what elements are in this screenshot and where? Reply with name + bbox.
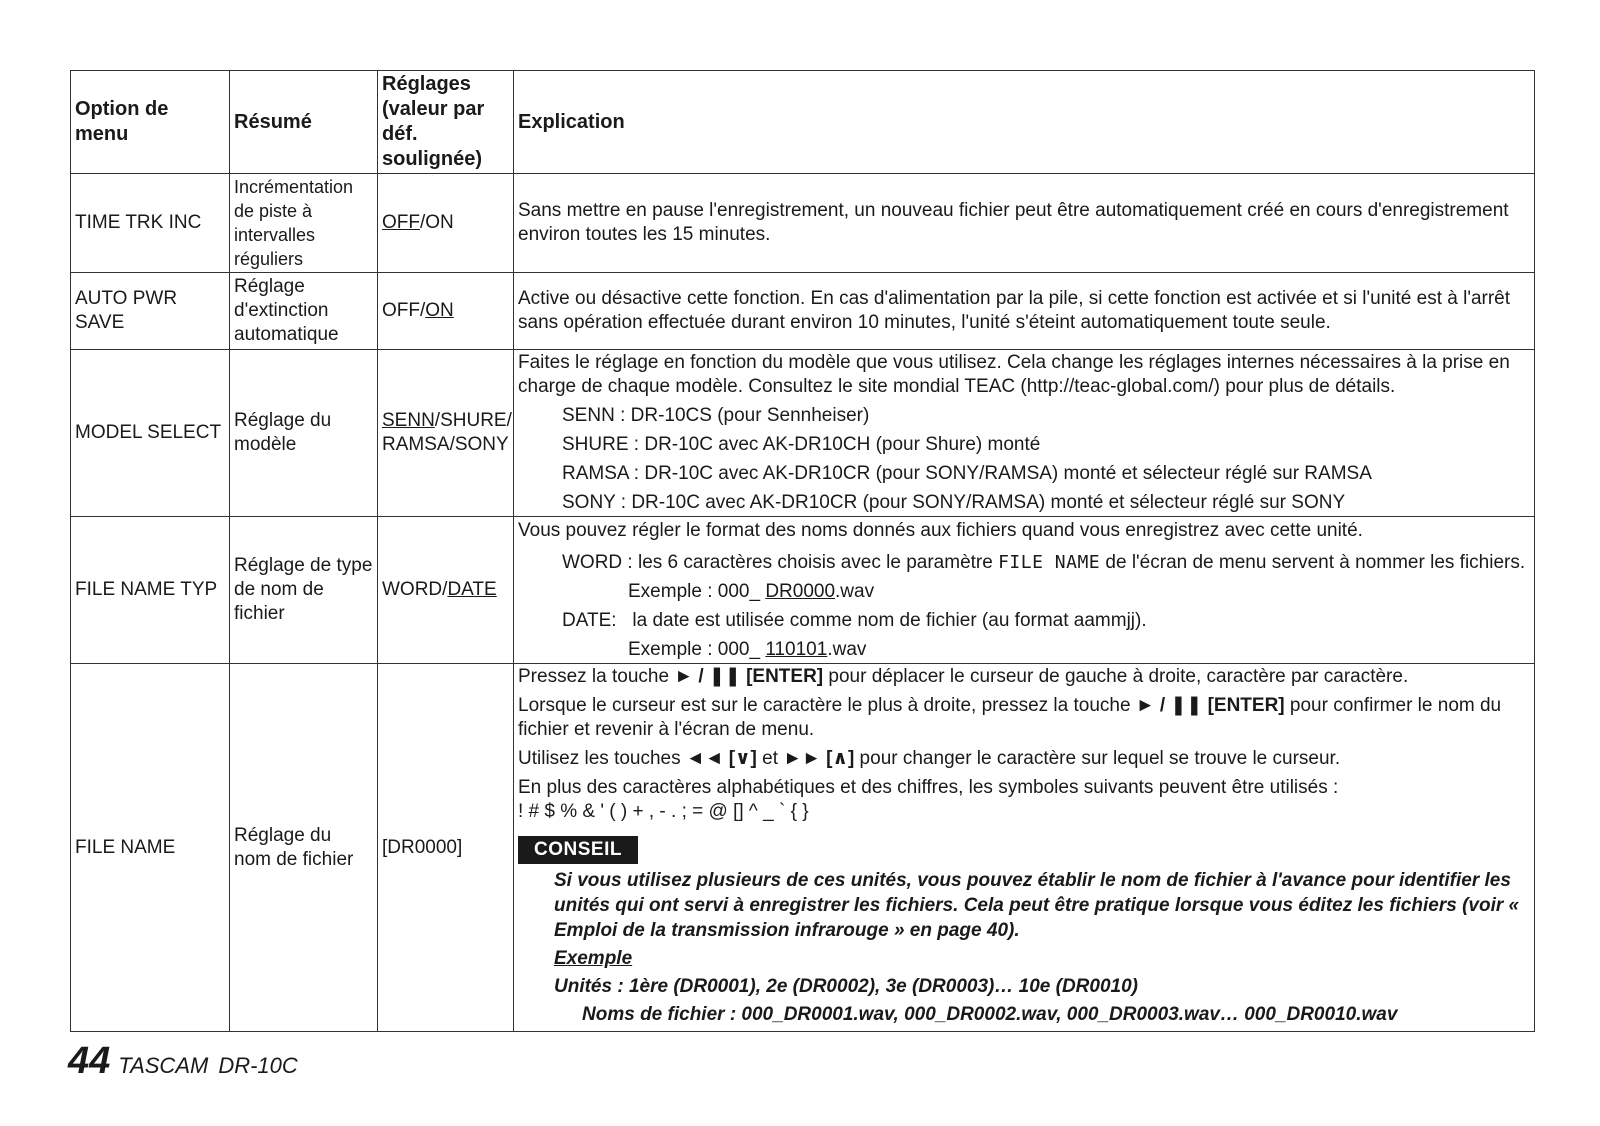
tip-text: Si vous utilisez plusieurs de ces unités, vous pouvez établir le nom de fichier à l'avance pour identifier les unités qui ont servi à enregistrer les fichiers. Cela peut être pratique lorsque vous éditez les fichiers (voir « Emploi de la transmission infrarouge » en page 40). [554,870,1520,941]
header-option: Option de menu [71,71,230,174]
default-setting: DATE [447,579,497,600]
list-item: SENN : DR-10CS (pour Sennheiser) [562,405,870,426]
enter-key-label: ► / ❚❚ [ENTER] [1135,695,1285,716]
symbols-list: ! # $ % & ' ( ) + , - . ; = @ [] ^ _ ` { } [518,801,809,822]
tip-example-heading: Exemple [554,948,633,969]
brand-name: TASCAM [118,1053,209,1078]
default-setting: SENN [382,410,435,431]
model-name: DR-10C [218,1053,298,1078]
prev-key-label: ◄◄ [∨] [685,748,757,769]
setting-cell: [DR0000] [378,664,514,1032]
tip-filenames: Noms de fichier : 000_DR0001.wav, 000_DR0002.wav, 000_DR0003.wav… 000_DR0010.wav [582,1004,1398,1025]
date-description: DATE: la date est utilisée comme nom de fichier (au format aammjj). [562,609,1147,631]
text-span: Lorsque le curseur est sur le caractère le plus à droite, pressez la touche [518,695,1136,716]
text-span: pour confirmer le nom du fichier et revenir à l'écran de menu. [518,695,1502,740]
header-reglages-line-1: Réglages [382,73,471,95]
option-cell: FILE NAME TYP [71,517,230,664]
setting-text: WORD/ [382,579,448,600]
lcd-label: FILE NAME [998,551,1101,573]
next-key-label: ►► [∧] [783,748,855,769]
setting-cell [378,517,514,664]
resume-cell: Réglage d'extinction automatique [230,273,378,350]
explication-cell: Active ou désactive cette fonction. En cas d'alimentation par la pile, si cette fonction est activée et si l'unité est à l'arrêt sans opération effectuée durant environ 10 minutes, l'unité s'éteint automatiquement toute seule. [514,273,1535,350]
word-description [562,551,1530,575]
setting-text: /SHURE/ [434,410,512,431]
resume-cell: Réglage de type de nom de fichier [230,517,378,664]
explication-cell [514,517,1535,664]
example-text: Exemple : 000_ [628,638,766,660]
page-number: 44 [68,1040,111,1082]
explication-text [518,747,1530,771]
example-text: Exemple : 000_ [628,580,766,602]
resume-cell: Réglage du nom de fichier [230,664,378,1032]
explication-cell: Sans mettre en pause l'enregistrement, un nouveau fichier peut être automatiquement créé en cours d'enregistrement environ toutes les 15 minutes. [514,174,1535,273]
header-reglages [378,71,514,174]
text-span: Pressez la touche [518,666,675,687]
resume-cell: Réglage du modèle [230,350,378,517]
example-underlined: 110101 [765,638,828,660]
table-row [71,664,1535,1032]
table-row [71,517,1535,664]
explication-text: Vous pouvez régler le format des noms donnés aux fichiers quand vous enregistrez avec cette unité. [518,519,1363,541]
default-setting: ON [425,300,454,321]
option-cell: MODEL SELECT [71,350,230,517]
tip-units: Unités : 1ère (DR0001), 2e (DR0002), 3e (DR0003)… 10e (DR0010) [554,976,1138,997]
setting-cell [378,273,514,350]
option-cell: TIME TRK INC [71,174,230,273]
text-span: et [756,748,784,769]
header-resume: Résumé [230,71,378,174]
table-header-row [71,71,1535,174]
explication-cell [514,350,1535,517]
example-text: .wav [827,638,867,660]
tip-block [554,868,1530,1027]
list-item: RAMSA : DR-10C avec AK-DR10CR (pour SONY/RAMSA) monté et sélecteur réglé sur RAMSA [562,463,1372,484]
table-row [71,350,1535,517]
resume-cell: Incrémentation de piste à intervalles réguliers [230,174,378,273]
explication-text: Faites le réglage en fonction du modèle que vous utilisez. Cela change les réglages internes nécessaires à la prise en charge de chaque modèle. Consultez le site mondial TEAC (http://teac-global.com/) pour plus de détails. [518,352,1510,397]
explication-text [518,665,1530,689]
list-item: SHURE : DR-10C avec AK-DR10CH (pour Shure) monté [562,434,1041,455]
option-cell: FILE NAME [71,664,230,1032]
word-text: de l'écran de menu servent à nommer les fichiers. [1100,551,1526,573]
enter-key-label: ► / ❚❚ [ENTER] [674,666,824,687]
explication-cell [514,664,1535,1032]
setting-text: /ON [420,212,454,233]
list-item: SONY : DR-10C avec AK-DR10CR (pour SONY/RAMSA) monté et sélecteur réglé sur SONY [562,492,1346,513]
example-underlined: DR0000 [765,580,836,602]
tip-badge: CONSEIL [518,836,638,864]
setting-cell [378,350,514,517]
setting-cell [378,174,514,273]
word-text: WORD : les 6 caractères choisis avec le paramètre [562,551,999,573]
text-span: pour changer le caractère sur lequel se trouve le curseur. [854,748,1341,769]
header-reglages-line-2: (valeur par déf. [382,98,485,145]
explication-text: En plus des caractères alphabétiques et des chiffres, les symboles suivants peuvent être utilisés : [518,777,1339,798]
example-line [628,638,1530,662]
text-span: pour déplacer le curseur de gauche à droite, caractère par caractère. [823,666,1409,687]
table-row [71,273,1535,350]
example-text: .wav [835,580,875,602]
explication-text [518,694,1530,742]
page-footer [68,1040,298,1083]
menu-options-table [70,70,1535,1032]
setting-text: RAMSA/SONY [382,434,509,455]
default-setting: OFF [382,212,420,233]
example-line [628,580,1530,604]
text-span: Utilisez les touches [518,748,686,769]
setting-text: OFF/ [382,300,426,321]
table-row [71,174,1535,273]
header-reglages-line-3: soulignée) [382,148,483,170]
option-cell: AUTO PWR SAVE [71,273,230,350]
header-explication: Explication [514,71,1535,174]
